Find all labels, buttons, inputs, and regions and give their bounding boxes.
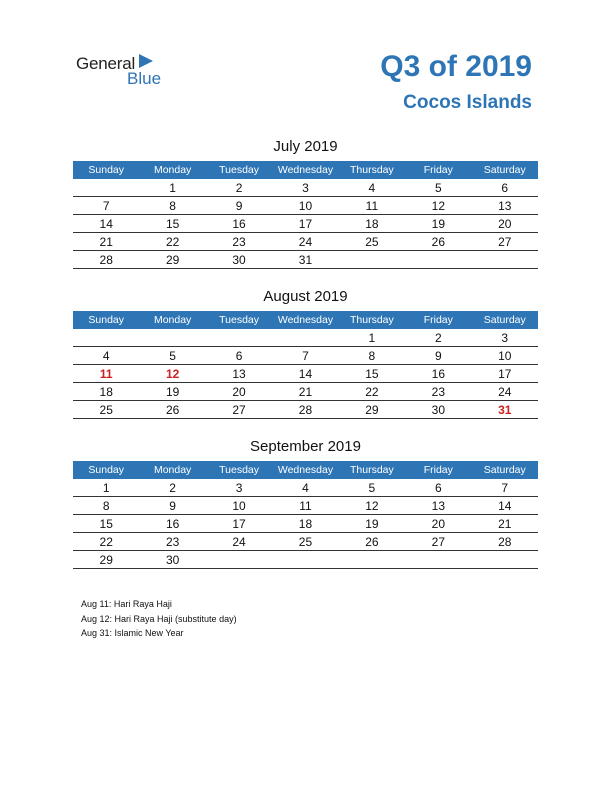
day-cell: 22 bbox=[73, 533, 139, 551]
day-cell: 7 bbox=[472, 479, 538, 497]
day-cell: 3 bbox=[472, 329, 538, 347]
day-cell: 15 bbox=[139, 215, 205, 233]
empty-cell bbox=[405, 251, 471, 269]
day-cell: 25 bbox=[73, 401, 139, 419]
weekday-header-row bbox=[73, 461, 538, 479]
day-cell: 27 bbox=[206, 401, 272, 419]
day-cell: 31 bbox=[272, 251, 338, 269]
weekday-header: Thursday bbox=[339, 461, 405, 479]
empty-cell bbox=[272, 329, 338, 347]
day-cell: 8 bbox=[139, 197, 205, 215]
day-cell: 4 bbox=[272, 479, 338, 497]
day-cell: 17 bbox=[272, 215, 338, 233]
day-cell: 27 bbox=[472, 233, 538, 251]
day-cell: 29 bbox=[73, 551, 139, 569]
day-cell: 15 bbox=[73, 515, 139, 533]
weekday-header: Wednesday bbox=[272, 311, 338, 329]
empty-cell bbox=[139, 329, 205, 347]
day-cell: 14 bbox=[472, 497, 538, 515]
weekday-header: Wednesday bbox=[272, 461, 338, 479]
month-title: July 2019 bbox=[273, 138, 338, 155]
day-cell: 7 bbox=[73, 197, 139, 215]
month-title: September 2019 bbox=[250, 438, 361, 455]
weekday-header: Thursday bbox=[339, 311, 405, 329]
day-cell: 2 bbox=[139, 479, 205, 497]
calendar-grid bbox=[73, 461, 538, 569]
day-cell: 1 bbox=[73, 479, 139, 497]
day-cell: 19 bbox=[339, 515, 405, 533]
day-cell: 14 bbox=[73, 215, 139, 233]
weekday-header: Tuesday bbox=[206, 161, 272, 179]
day-cell: 28 bbox=[472, 533, 538, 551]
day-cell: 17 bbox=[472, 365, 538, 383]
week-row bbox=[73, 329, 538, 347]
day-cell: 14 bbox=[272, 365, 338, 383]
week-row bbox=[73, 551, 538, 569]
weekday-header: Saturday bbox=[472, 161, 538, 179]
day-cell: 18 bbox=[73, 383, 139, 401]
day-cell: 29 bbox=[139, 251, 205, 269]
day-cell: 18 bbox=[339, 215, 405, 233]
weekday-header: Saturday bbox=[472, 311, 538, 329]
holiday-note: Aug 11: Hari Raya Haji bbox=[81, 599, 172, 609]
holiday-note: Aug 31: Islamic New Year bbox=[81, 628, 184, 638]
weekday-header: Sunday bbox=[73, 161, 139, 179]
logo bbox=[76, 52, 186, 92]
weekday-header: Monday bbox=[139, 311, 205, 329]
day-cell: 30 bbox=[405, 401, 471, 419]
day-cell: 6 bbox=[472, 179, 538, 197]
weekday-header: Sunday bbox=[73, 311, 139, 329]
day-cell: 13 bbox=[206, 365, 272, 383]
week-row bbox=[73, 479, 538, 497]
day-cell: 8 bbox=[73, 497, 139, 515]
weekday-header: Saturday bbox=[472, 461, 538, 479]
empty-cell bbox=[339, 551, 405, 569]
week-row bbox=[73, 179, 538, 197]
day-cell: 25 bbox=[339, 233, 405, 251]
holiday-notes bbox=[81, 597, 237, 641]
holiday-day-cell: 31 bbox=[472, 401, 538, 419]
weekday-header: Wednesday bbox=[272, 161, 338, 179]
day-cell: 21 bbox=[472, 515, 538, 533]
week-row bbox=[73, 197, 538, 215]
empty-cell bbox=[472, 551, 538, 569]
weekday-header: Sunday bbox=[73, 461, 139, 479]
holiday-day-cell: 11 bbox=[73, 365, 139, 383]
empty-cell bbox=[339, 251, 405, 269]
day-cell: 9 bbox=[405, 347, 471, 365]
day-cell: 10 bbox=[206, 497, 272, 515]
week-row bbox=[73, 215, 538, 233]
weekday-header: Thursday bbox=[339, 161, 405, 179]
day-cell: 15 bbox=[339, 365, 405, 383]
weekday-header: Friday bbox=[405, 461, 471, 479]
month-title: August 2019 bbox=[263, 288, 348, 305]
day-cell: 19 bbox=[139, 383, 205, 401]
day-cell: 3 bbox=[206, 479, 272, 497]
week-row bbox=[73, 401, 538, 419]
day-cell: 20 bbox=[405, 515, 471, 533]
day-cell: 30 bbox=[206, 251, 272, 269]
holiday-note: Aug 12: Hari Raya Haji (substitute day) bbox=[81, 613, 237, 624]
weekday-header: Friday bbox=[405, 161, 471, 179]
week-row bbox=[73, 233, 538, 251]
day-cell: 7 bbox=[272, 347, 338, 365]
day-cell: 13 bbox=[472, 197, 538, 215]
day-cell: 21 bbox=[73, 233, 139, 251]
day-cell: 24 bbox=[472, 383, 538, 401]
day-cell: 23 bbox=[206, 233, 272, 251]
day-cell: 20 bbox=[472, 215, 538, 233]
day-cell: 26 bbox=[339, 533, 405, 551]
day-cell: 4 bbox=[73, 347, 139, 365]
day-cell: 30 bbox=[139, 551, 205, 569]
calendar-grid bbox=[73, 161, 538, 269]
day-cell: 6 bbox=[405, 479, 471, 497]
day-cell: 19 bbox=[405, 215, 471, 233]
day-cell: 10 bbox=[472, 347, 538, 365]
empty-cell bbox=[206, 329, 272, 347]
day-cell: 28 bbox=[73, 251, 139, 269]
day-cell: 21 bbox=[272, 383, 338, 401]
page-title: Q3 of 2019 bbox=[380, 50, 532, 83]
page-subtitle: Cocos Islands bbox=[403, 92, 532, 113]
day-cell: 27 bbox=[405, 533, 471, 551]
day-cell: 4 bbox=[339, 179, 405, 197]
week-row bbox=[73, 251, 538, 269]
empty-cell bbox=[405, 551, 471, 569]
day-cell: 20 bbox=[206, 383, 272, 401]
weekday-header-row bbox=[73, 311, 538, 329]
weekday-header: Tuesday bbox=[206, 311, 272, 329]
day-cell: 26 bbox=[139, 401, 205, 419]
weekday-header: Friday bbox=[405, 311, 471, 329]
holiday-day-cell: 12 bbox=[139, 365, 205, 383]
empty-cell bbox=[73, 329, 139, 347]
month-september bbox=[73, 437, 538, 569]
day-cell: 9 bbox=[139, 497, 205, 515]
empty-cell bbox=[206, 551, 272, 569]
day-cell: 12 bbox=[339, 497, 405, 515]
day-cell: 24 bbox=[206, 533, 272, 551]
day-cell: 22 bbox=[339, 383, 405, 401]
week-row bbox=[73, 515, 538, 533]
day-cell: 5 bbox=[405, 179, 471, 197]
weekday-header-row bbox=[73, 161, 538, 179]
day-cell: 11 bbox=[339, 197, 405, 215]
week-row bbox=[73, 383, 538, 401]
day-cell: 3 bbox=[272, 179, 338, 197]
week-row bbox=[73, 497, 538, 515]
day-cell: 25 bbox=[272, 533, 338, 551]
day-cell: 13 bbox=[405, 497, 471, 515]
day-cell: 8 bbox=[339, 347, 405, 365]
day-cell: 22 bbox=[139, 233, 205, 251]
week-row bbox=[73, 365, 538, 383]
day-cell: 23 bbox=[139, 533, 205, 551]
day-cell: 1 bbox=[139, 179, 205, 197]
logo-word-general: General bbox=[76, 54, 136, 73]
day-cell: 5 bbox=[339, 479, 405, 497]
day-cell: 9 bbox=[206, 197, 272, 215]
week-row bbox=[73, 347, 538, 365]
empty-cell bbox=[272, 551, 338, 569]
day-cell: 5 bbox=[139, 347, 205, 365]
day-cell: 16 bbox=[405, 365, 471, 383]
day-cell: 2 bbox=[206, 179, 272, 197]
empty-cell bbox=[73, 179, 139, 197]
day-cell: 10 bbox=[272, 197, 338, 215]
weekday-header: Monday bbox=[139, 161, 205, 179]
day-cell: 17 bbox=[206, 515, 272, 533]
week-row bbox=[73, 533, 538, 551]
day-cell: 6 bbox=[206, 347, 272, 365]
day-cell: 29 bbox=[339, 401, 405, 419]
day-cell: 24 bbox=[272, 233, 338, 251]
weekday-header: Monday bbox=[139, 461, 205, 479]
day-cell: 28 bbox=[272, 401, 338, 419]
day-cell: 2 bbox=[405, 329, 471, 347]
month-july bbox=[73, 137, 538, 269]
weekday-header: Tuesday bbox=[206, 461, 272, 479]
logo-word-blue: Blue bbox=[127, 69, 162, 88]
day-cell: 16 bbox=[206, 215, 272, 233]
day-cell: 18 bbox=[272, 515, 338, 533]
empty-cell bbox=[472, 251, 538, 269]
logo-flag-icon bbox=[139, 54, 153, 68]
calendar-grid bbox=[73, 311, 538, 419]
day-cell: 11 bbox=[272, 497, 338, 515]
day-cell: 26 bbox=[405, 233, 471, 251]
day-cell: 1 bbox=[339, 329, 405, 347]
month-august bbox=[73, 287, 538, 419]
day-cell: 23 bbox=[405, 383, 471, 401]
day-cell: 16 bbox=[139, 515, 205, 533]
day-cell: 12 bbox=[405, 197, 471, 215]
